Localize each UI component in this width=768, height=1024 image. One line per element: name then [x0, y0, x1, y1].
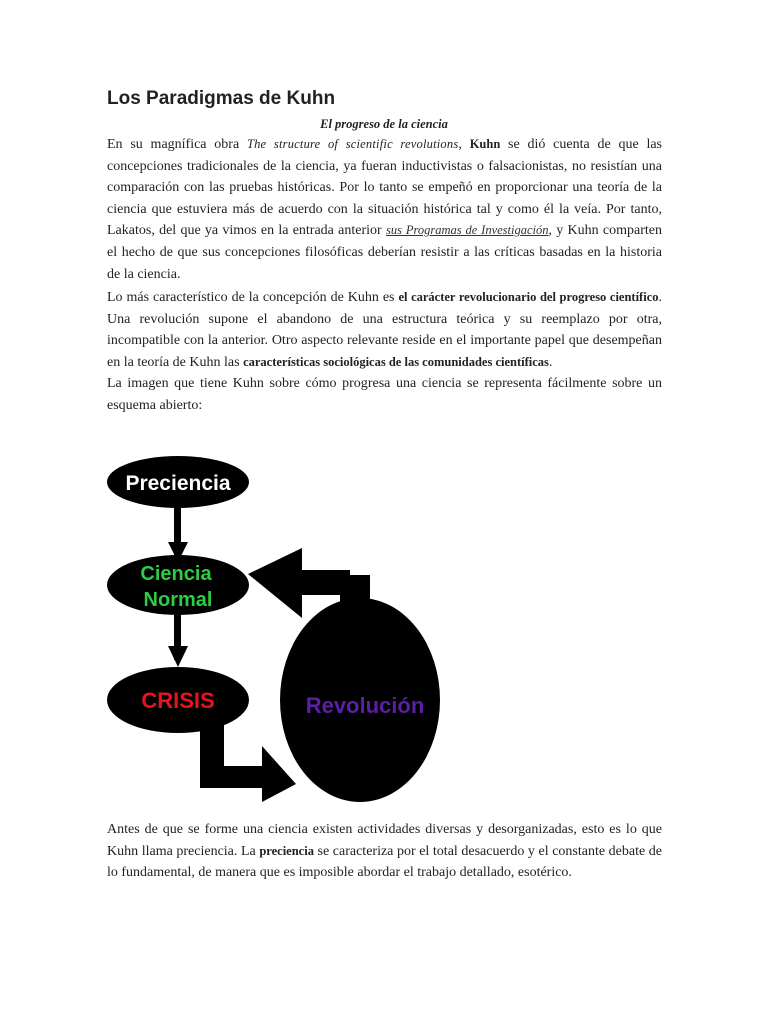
p2-text-1: Lo más característico de la concepción de Kuhn es	[107, 290, 399, 305]
paragraph-3: La imagen que tiene Kuhn sobre cómo progresa una ciencia se representa fácilmente sobre un esquema abierto:	[107, 376, 662, 413]
normal-label: Normal	[143, 589, 213, 611]
p2-bold-2: características sociológicas de las comunidades científicas	[243, 354, 549, 369]
kuhn-bold: Kuhn	[469, 137, 501, 151]
preciencia-label: Preciencia	[125, 472, 231, 495]
programas-link[interactable]: sus Programas de Investigación	[385, 223, 549, 238]
crisis-label: CRISIS	[141, 688, 215, 713]
p2-text-3: .	[548, 354, 553, 370]
revolucion-label: Revolución	[305, 693, 425, 718]
p2-text-2: . Una revolución supone el abandono de una estructura teórica y su reemplazo por otra, incompatible con la anterior. Otro aspecto relevante reside en el importante papel que desempeñan en la teoría de Kuhn las	[107, 290, 662, 370]
p1-text-2: ,	[458, 137, 470, 152]
page-title: Los Paradigmas de Kuhn	[107, 88, 336, 109]
page-subtitle: El progreso de la ciencia	[320, 117, 448, 131]
p1-text-4: , y Kuhn comparten el hecho de que sus concepciones filosóficas deberían resistir a las críticas basadas en la historia de la ciencia.	[107, 223, 662, 282]
p2-bold-1: el carácter revolucionario del progreso científico	[398, 290, 659, 304]
p4-text-1: Antes de que se forme una ciencia existen actividades diversas y desorganizadas, esto es lo que Kuhn llama preciencia. La	[107, 822, 662, 859]
p1-text-3: se dió cuenta de que las concepciones tradicionales de la ciencia, ya fueran inductivistas o falsacionistas, no resistían una comparación con las pruebas históricas. Por lo tanto se empeñó en proporcionar una teoría de la ciencia que estuviera más de acuerdo con la situación histórica tal y como él la veía. Por tanto, Lakatos, del que ya vimos en la entrada anterior	[107, 137, 662, 239]
preciencia-bold: preciencia	[259, 843, 314, 858]
paragraph-4	[107, 819, 662, 884]
arrow-preciencia-to-ciencia	[168, 505, 188, 562]
ciencia-label: Ciencia	[140, 563, 212, 585]
paragraph-2	[107, 287, 662, 373]
p4-text-2: se caracteriza por el total desacuerdo y el constante debate de lo fundamental, de manera que es imposible abordar el trabajo detallado, esotérico.	[107, 843, 662, 881]
book-title: The structure of scientific revolutions	[246, 137, 459, 151]
paragraph-1	[107, 134, 662, 285]
arrow-ciencia-to-crisis	[168, 612, 188, 667]
kuhn-diagram	[100, 450, 460, 810]
p1-text-1: En su magnífica obra	[107, 137, 247, 152]
arrow-crisis-to-revolucion	[200, 720, 296, 802]
